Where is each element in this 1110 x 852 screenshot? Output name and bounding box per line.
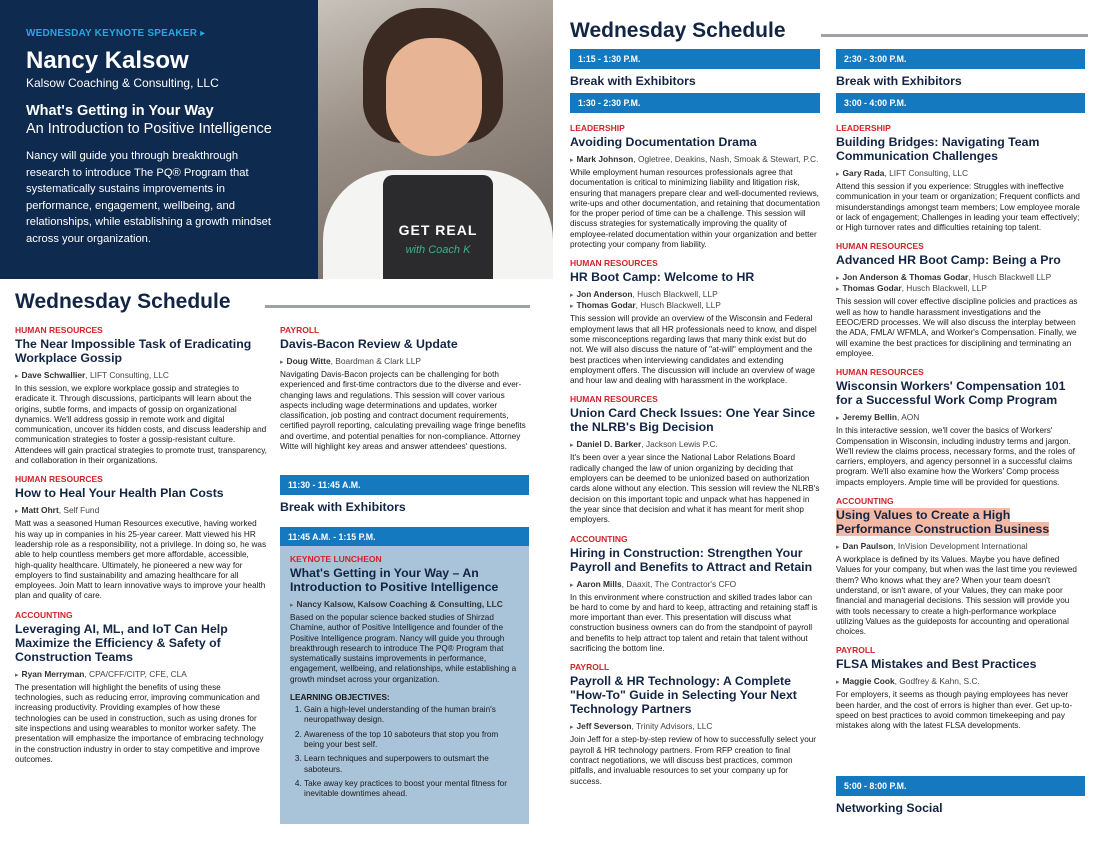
session-title: HR Boot Camp: Welcome to HR [570, 270, 755, 285]
session-category: HUMAN RESOURCES [15, 325, 103, 335]
speaker-name: Jon Anderson & Thomas Godar [842, 272, 969, 283]
session-category: PAYROLL [570, 662, 610, 673]
speaker-org: Godfrey & Kahn, S.C. [899, 676, 980, 687]
session-category: HUMAN RESOURCES [836, 367, 924, 378]
session-description: A workplace is defined by its Values. Maybe you have defined Values for your company, but when was the last time you reviewed them? Who knows what they are? When your team doesn't understand, or isn't aware, of your Values, they can make poor financial and managerial decisions. This session will provide you with tools necessary to create a high-performance workplace utilizing Values as the guideposts for accounting and operational choices. [836, 555, 1077, 637]
keynote-talk-title: What's Getting in Your Way [26, 103, 214, 119]
speaker-org: Ogletree, Deakins, Nash, Smoak & Stewart, P.C. [637, 154, 819, 164]
session-category: HUMAN RESOURCES [15, 474, 103, 485]
speaker-org: LIFT Consulting, LLC [889, 168, 969, 178]
session-description: Matt was a seasoned Human Resources executive, having worked his way up in companies in his 25-year career. Matt viewed his HR leadership role as a responsibility, not a privilege. In doing so, he was able to help countless members get more affordable, accessible, high-quality healthcare. Ultimately, he pioneered a new way for employers to find sustainability and amazing healthcare for all employees. Join Matt to learn innovative ways to improve your health plan and quality of care. [15, 519, 267, 601]
session-speaker: ▸ Gary Rada, LIFT Consulting, LLC [836, 168, 969, 178]
session-speaker: ▸ Jeff Severson, Trinity Advisors, LLC [570, 721, 713, 732]
triangle-icon: ▸ [15, 508, 19, 516]
keynote-speaker-name: Nancy Kalsow [26, 47, 189, 74]
session-speaker: ▸ Doug Witte, Boardman & Clark LLP [280, 356, 421, 366]
session-category: ACCOUNTING [836, 496, 894, 507]
session-category: PAYROLL [836, 645, 876, 656]
photo-shirt-text: GET REAL [398, 222, 478, 238]
speaker-name: Nancy Kalsow, Kalsow Coaching & Consulting, LLC [296, 599, 503, 609]
triangle-icon: ▸ [836, 544, 840, 552]
triangle-icon: ▸ [836, 286, 840, 294]
session-card [15, 610, 268, 765]
triangle-icon: ▸ [570, 292, 574, 300]
session-speaker: ▸ Thomas Godar, Husch Blackwell, LLP [836, 283, 987, 294]
triangle-icon: ▸ [570, 581, 574, 589]
lunch-time-block [280, 527, 529, 547]
speaker-org: Husch Blackwell LLP [972, 272, 1052, 283]
speaker-name: Thomas Godar [842, 283, 902, 294]
networking-social-block [836, 776, 1085, 815]
session-category: HUMAN RESOURCES [836, 241, 924, 252]
session-card [836, 496, 1085, 637]
session-description: Based on the popular science backed studies of Shirzad Chamine, author of Positive Intelligence and founder of the Positive Intelligence program. Nancy will guide you through breakthrough research to introduce The PQ® Program that systematically sustains improvements in performance, engagement, wellbeing, and relationships, while establishing a growth mindset across your organization. [290, 613, 517, 684]
triangle-icon: ▸ [570, 157, 574, 164]
speaker-name: Jon Anderson [576, 289, 633, 300]
speaker-org: Husch Blackwell, LLP [906, 283, 987, 294]
session-title: Building Bridges: Navigating Team Communication Challenges [836, 135, 1040, 163]
session-description: Attend this session if you experience: Struggles with ineffective communication in your team or organization; Frequent conflicts and misunderstandings amongst team members; Low employee morale or lack of engagement; Challenges in leading your team effectively; or High turnover rates and difficulties retaining top talent. [836, 182, 1080, 233]
photo-face [386, 38, 482, 156]
session-title: Advanced HR Boot Camp: Being a Pro [836, 253, 1061, 268]
session-category: KEYNOTE LUNCHEON [290, 554, 382, 564]
keynote-talk-subtitle: An Introduction to Positive Intelligence [26, 121, 272, 137]
speaker-name: Daniel D. Barker [576, 439, 642, 450]
objective-item: 2. Awareness of the top 10 saboteurs that stop you from being your best self. [304, 730, 519, 751]
session-card [570, 258, 820, 386]
session-description: Join Jeff for a step-by-step review of how to successfully select your payroll & HR technology partners. From RFP creation to final contract negotiations, we will discuss best practices, common pitfalls, and invaluable resources to set your company up for success. [570, 735, 817, 786]
break-title: Break with Exhibitors [836, 74, 962, 88]
speaker-org: CPA/CFF/CITP, CFE, CLA [89, 668, 187, 679]
triangle-icon: ▸ [836, 275, 840, 283]
learning-objectives-list [290, 705, 519, 799]
photo-shirt-subtext: with Coach K [405, 244, 471, 256]
session-speaker: ▸ Maggie Cook, Godfrey & Kahn, S.C. [836, 676, 980, 687]
social-title: Networking Social [836, 801, 943, 815]
schedule-column-4 [836, 49, 1085, 732]
session-speaker: ▸ Thomas Godar, Husch Blackwell, LLP [570, 300, 721, 311]
triangle-icon: ▸ [290, 602, 294, 609]
speaker-name: Matt Ohrt [21, 505, 59, 516]
session-category: ACCOUNTING [570, 533, 628, 544]
session-card [15, 325, 268, 466]
session-speaker: ▸ Matt Ohrt, Self Fund [15, 505, 100, 516]
session-title [836, 508, 1085, 536]
session-category: HUMAN RESOURCES [570, 258, 658, 269]
session-card [836, 241, 1085, 359]
speaker-org: InVision Development International [897, 541, 1028, 552]
speaker-org: AON [901, 412, 920, 423]
speaker-name: Thomas Godar [576, 300, 636, 311]
keynote-description: Nancy will guide you through breakthrough research to introduce The PQ® Program that systematically sustains improvements in performance, engagement, wellbeing, and relationships, while establishing a growth mindset across your organization. [26, 150, 272, 245]
speaker-name: Aaron Mills [576, 578, 622, 589]
speaker-name: Dan Paulson [842, 541, 894, 552]
schedule-heading-right: Wednesday Schedule [570, 19, 786, 42]
session-description: The presentation will highlight the benefits of using these technologies, such as reducing error, improving communication and increasing productivity. Providing examples of how these technologies can be used in construction, such as using drones for site inspections and using wearables to monitor worker safety. The presentation will emphasize the importance of embracing technology in the construction industry in order to stay competitive and improve outcomes. [15, 682, 264, 764]
session-speaker [290, 599, 519, 609]
speaker-name: Doug Witte [286, 356, 331, 366]
speaker-org: Boardman & Clark LLP [335, 356, 421, 366]
keynote-banner [0, 0, 553, 279]
heading-rule-left [265, 305, 530, 308]
session-card [570, 662, 820, 786]
objective-item: 4. Take away key practices to boost your mental fitness for inevitable downtimes ahead. [304, 779, 519, 800]
schedule-column-2 [280, 325, 529, 452]
time-bar: 1:15 - 1:30 P.M. [570, 49, 820, 69]
triangle-icon: ▸ [570, 303, 574, 311]
triangle-icon: ▸ [280, 359, 284, 366]
session-card [280, 325, 529, 452]
session-speaker: ▸ Mark Johnson, Ogletree, Deakins, Nash, Smoak & Stewart, P.C. [570, 154, 819, 164]
session-card [836, 123, 1085, 233]
session-title: Union Card Check Issues: One Year Since the NLRB's Big Decision [570, 406, 816, 435]
session-description: This session will cover effective discipline policies and practices as well as how to handle harassment investigations and the EEOC/ERD processes. We will also discuss the interplay between the ADA, FMLA/ WFMLA, and Worker's Compensation. Finally, we will examine the best practices for disciplining and terminating an employee. [836, 297, 1078, 358]
time-bar: 2:30 - 3:00 P.M. [836, 49, 1085, 69]
triangle-icon: ▸ [836, 171, 840, 178]
time-bar: 3:00 - 4:00 P.M. [836, 93, 1085, 113]
session-card [836, 367, 1085, 488]
time-bar: 1:30 - 2:30 P.M. [570, 93, 820, 113]
session-category: LEADERSHIP [836, 123, 891, 133]
session-description: It's been over a year since the National Labor Relations Board radically changed the law of union organizing by deciding that employers can be deemed to be unionized based on authorization cards alone without any election. This session will review the NLRB's decision on this important topic and unpack what has happened in the year since that decision and what it has meant for merit shop employers. [570, 453, 820, 525]
schedule-heading-left: Wednesday Schedule [15, 290, 231, 313]
session-title: Wisconsin Workers' Compensation 101 for a Successful Work Comp Program [836, 379, 1066, 408]
session-category: HUMAN RESOURCES [570, 394, 658, 405]
learning-objectives-heading: LEARNING OBJECTIVES: [290, 693, 390, 703]
keynote-speaker-org: Kalsow Coaching & Consulting, LLC [26, 76, 219, 90]
session-title: Hiring in Construction: Strengthen Your Payroll and Benefits to Attract and Retain [570, 545, 813, 574]
session-speaker: ▸ Aaron Mills, Daaxit, The Contractor's CFO [570, 578, 737, 589]
speaker-org: Trinity Advisors, LLC [635, 721, 713, 732]
session-speaker: ▸ Dave Schwallier, LIFT Consulting, LLC [15, 370, 169, 380]
session-description: Navigating Davis-Bacon projects can be challenging for both experienced and first-time contractors due to the diverse and ever-changing laws and regulations. This session will cover various aspects including wage determinations and updates, worker classification, job posting and contract document requirements, certified payroll reporting, calculating prevailing wage fringe benefits and overtime, and potential penalties for non-compliance. Attorney Witte will highlight key areas and answer attendees' questions. [280, 370, 526, 452]
session-speaker: ▸ Jeremy Bellin, AON [836, 412, 920, 423]
session-category: LEADERSHIP [570, 123, 625, 133]
speaker-org: Jackson Lewis P.C. [645, 439, 718, 450]
triangle-icon: ▸ [836, 415, 840, 423]
break-title: Break with Exhibitors [570, 74, 696, 88]
session-card [15, 474, 268, 601]
break-block-1130 [280, 475, 529, 514]
heading-rule-right [821, 34, 1088, 37]
speaker-org: Self Fund [63, 505, 100, 516]
session-description: This session will provide an overview of the Wisconsin and Federal employment laws that all HR professionals need to know, and dispel some misconceptions regarding laws that many think exist but do not. We will also discuss the nature of "at-will" employment and the best practices when interviewing candidates and extending employment offers. The discussion will include an overview of wage and hour law and dealing with harassment in the workplace. [570, 314, 817, 386]
session-title: What's Getting in Your Way – An Introduction to Positive Intelligence [290, 566, 499, 594]
speaker-photo [318, 0, 553, 279]
session-card [570, 534, 820, 655]
session-category: ACCOUNTING [15, 609, 73, 620]
speaker-name: Jeremy Bellin [842, 412, 897, 423]
session-card [836, 645, 1085, 731]
session-speaker: ▸ Dan Paulson, InVision Development International [836, 541, 1028, 552]
triangle-icon: ▸ [836, 679, 840, 687]
session-speaker: ▸ Jon Anderson & Thomas Godar, Husch Blackwell LLP [836, 272, 1052, 283]
session-description: While employment human resources professionals agree that documentation is critical to minimizing liability and litigation risk, ensuring that managers prepare clear and well-documented reviews, write-ups and other documentation, and retaining that documentation for the proper period of time can be a challenge. This session will discuss strategies for systematically improving the quality of employee-related documentation within your organization and better protecting your company from liability. [570, 168, 820, 250]
session-title: Davis-Bacon Review & Update [280, 337, 458, 351]
speaker-org: Husch Blackwell, LLP [640, 300, 721, 311]
objective-item: 1. Gain a high-level understanding of the human brain's neuropathway design. [304, 705, 519, 726]
speaker-name: Ryan Merryman [21, 668, 85, 679]
speaker-name: Dave Schwallier [21, 370, 86, 380]
objective-item: 3. Learn techniques and superpowers to outsmart the saboteurs. [304, 754, 519, 775]
break-title: Break with Exhibitors [280, 500, 406, 514]
triangle-icon: ▸ [570, 724, 574, 732]
time-bar: 11:45 A.M. - 1:15 P.M. [280, 527, 529, 547]
triangle-icon: ▸ [15, 373, 19, 380]
session-category: PAYROLL [280, 325, 320, 335]
session-title: Leveraging AI, ML, and IoT Can Help Maximize the Efficiency & Safety of Construction Teams [15, 621, 228, 664]
session-speaker: ▸ Jon Anderson, Husch Blackwell, LLP [570, 289, 718, 300]
session-title: Payroll & HR Technology: A Complete "How-To" Guide in Selecting Your Next Technology Partners [570, 674, 797, 717]
schedule-column-3 [570, 49, 820, 787]
session-title: How to Heal Your Health Plan Costs [15, 486, 224, 501]
time-bar: 11:30 - 11:45 A.M. [280, 475, 529, 495]
session-description: For employers, it seems as though paying employees has never been harder, and the cost of errors is higher than ever. Get up-to-speed on best practices to avoid common timekeeping and pay mistakes along with the latest FLSA developments. [836, 690, 1073, 731]
keynote-luncheon-card [280, 546, 529, 824]
speaker-org: Daaxit, The Contractor's CFO [626, 578, 737, 589]
session-description: In this interactive session, we'll cover the basics of Workers' Compensation in Wisconsin, including industry terms and jargon. We'll review the claims process, necessary forms, and the roles of carriers, employers, and agency personnel in a successful claims program. We'll also examine how the Workers' Comp process impacts employers. Ample time will be provided for questions. [836, 426, 1075, 487]
session-card [570, 394, 820, 525]
highlighted-title-text: Using Values to Create a High Performance Construction Business [836, 508, 1050, 537]
session-speaker: ▸ Daniel D. Barker, Jackson Lewis P.C. [570, 439, 718, 450]
keynote-eyebrow: WEDNESDAY KEYNOTE SPEAKER ▸ [26, 28, 206, 39]
speaker-org: LIFT Consulting, LLC [89, 370, 169, 380]
session-speaker: ▸ Ryan Merryman, CPA/CFF/CITP, CFE, CLA [15, 668, 187, 679]
keynote-text [26, 28, 326, 247]
session-card [570, 123, 820, 250]
session-description: In this environment where construction and skilled trades labor can be hard to come by and hard to keep, attracting and retaining staff is more important than ever. This presentation will discuss what construction business owners can do from the standpoint of payroll and benefits to help attract top talent and retain that talent without sacrificing the bottom line. [570, 592, 818, 654]
session-title: The Near Impossible Task of Eradicating Workplace Gossip [15, 337, 252, 365]
time-bar: 5:00 - 8:00 P.M. [836, 776, 1085, 796]
triangle-icon: ▸ [570, 442, 574, 450]
speaker-name: Maggie Cook [842, 676, 895, 687]
schedule-column-1 [15, 325, 268, 765]
speaker-name: Gary Rada [842, 168, 885, 178]
session-title: Avoiding Documentation Drama [570, 135, 757, 149]
speaker-name: Mark Johnson [576, 154, 634, 164]
session-description: In this session, we explore workplace gossip and strategies to eradicate it. Through discussions, participants will learn about the origins, subtle forms, and impacts of gossip on organizational dynamics. We'll address gossip in remote work and digital communication, uncover its hidden costs, and discuss leadership and communication strategies to foster a gossip-resistant culture. Attendees will gain practical strategies to promote trust, transparency, and collaboration in their organizations. [15, 384, 267, 466]
triangle-icon: ▸ [15, 671, 19, 679]
speaker-name: Jeff Severson [576, 721, 632, 732]
speaker-org: Husch Blackwell, LLP [637, 289, 718, 300]
session-title: FLSA Mistakes and Best Practices [836, 657, 1037, 672]
